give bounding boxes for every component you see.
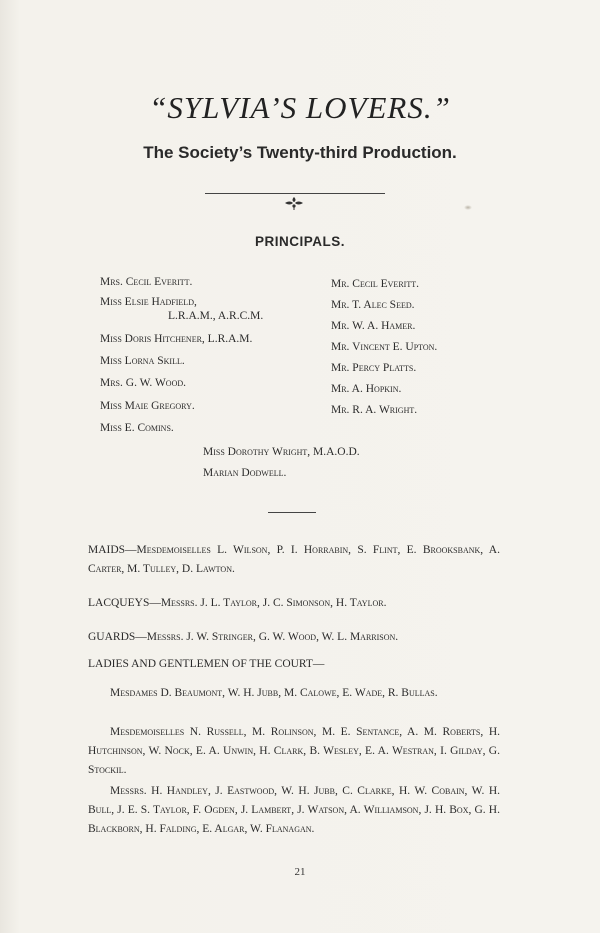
principal-entry: Miss E. Comins. [100,422,174,434]
middle-divider-rule [268,512,316,513]
guards-paragraph: GUARDS—Messrs. J. W. Stringer, G. W. Wood, W. L. Marrison. [88,631,399,643]
principal-entry: Miss Lorna Skill. [100,355,185,367]
court-mesdemoiselles-paragraph: Mesdemoiselles N. Russell, M. Rolinson, M. E. Sentance, A. M. Roberts, H. Hutchinson, W. Nock, E. A. Unwin, H. Clark, B. Wesley, E. A. Westran, I. Gilday, G. Stockil. [88,726,501,776]
principal-entry: Mr. T. Alec Seed. [331,299,415,311]
principal-entry: Miss Doris Hitchener, L.R.A.M. [100,333,253,345]
principal-entry: Mrs. G. W. Wood. [100,377,187,389]
court-mesdames-paragraph: Mesdames D. Beaumont, W. H. Jubb, M. Calowe, E. Wade, R. Bullas. [110,687,438,699]
principal-entry: Mr. Cecil Everitt. [331,278,419,290]
principal-entry: Mr. R. A. Wright. [331,404,418,416]
fleuron-ornament-icon [282,193,306,213]
principal-entry: Mr. Percy Platts. [331,362,417,374]
court-messrs-paragraph: Messrs. H. Handley, J. Eastwood, W. H. Jubb, C. Clarke, H. W. Cobain, W. H. Bull, J. E. S. Taylor, F. Ogden, J. Lambert, J. Watson, A. Williamson, J. H. Box, G. H. Blackborn, H. Falding, E. Algar, W. Flanagan. [88,785,500,835]
production-title: “SYLVIA’S LOVERS.” [149,90,451,125]
principal-entry: Marian Dodwell. [203,467,287,479]
principal-entry: Miss Dorothy Wright, M.A.O.D. [203,446,360,458]
lacqueys-paragraph: LACQUEYS—Messrs. J. L. Taylor, J. C. Simonson, H. Taylor. [88,597,387,609]
production-subtitle: The Society’s Twenty-third Production. [143,143,457,162]
principal-entry: Mr. A. Hopkin. [331,383,402,395]
principal-entry: Miss Elsie Hadfield, L.R.A.M., A.R.C.M. [100,296,264,322]
principal-entry: Miss Maie Gregory. [100,400,195,412]
principal-entry: Mr. W. A. Hamer. [331,320,416,332]
principal-entry: Mr. Vincent E. Upton. [331,341,438,353]
court-heading: LADIES AND GENTLEMEN OF THE COURT— [88,658,325,670]
principals-heading: PRINCIPALS. [254,234,345,249]
page-number: 21 [294,866,306,878]
maids-paragraph: MAIDS—Mesdemoiselles L. Wilson, P. I. Horrabin, S. Flint, E. Brooksbank, A. Carter, M. Tulley, D. Lawton. [88,544,500,575]
paper-speck [464,205,472,210]
principal-entry: Mrs. Cecil Everitt. [100,276,193,288]
